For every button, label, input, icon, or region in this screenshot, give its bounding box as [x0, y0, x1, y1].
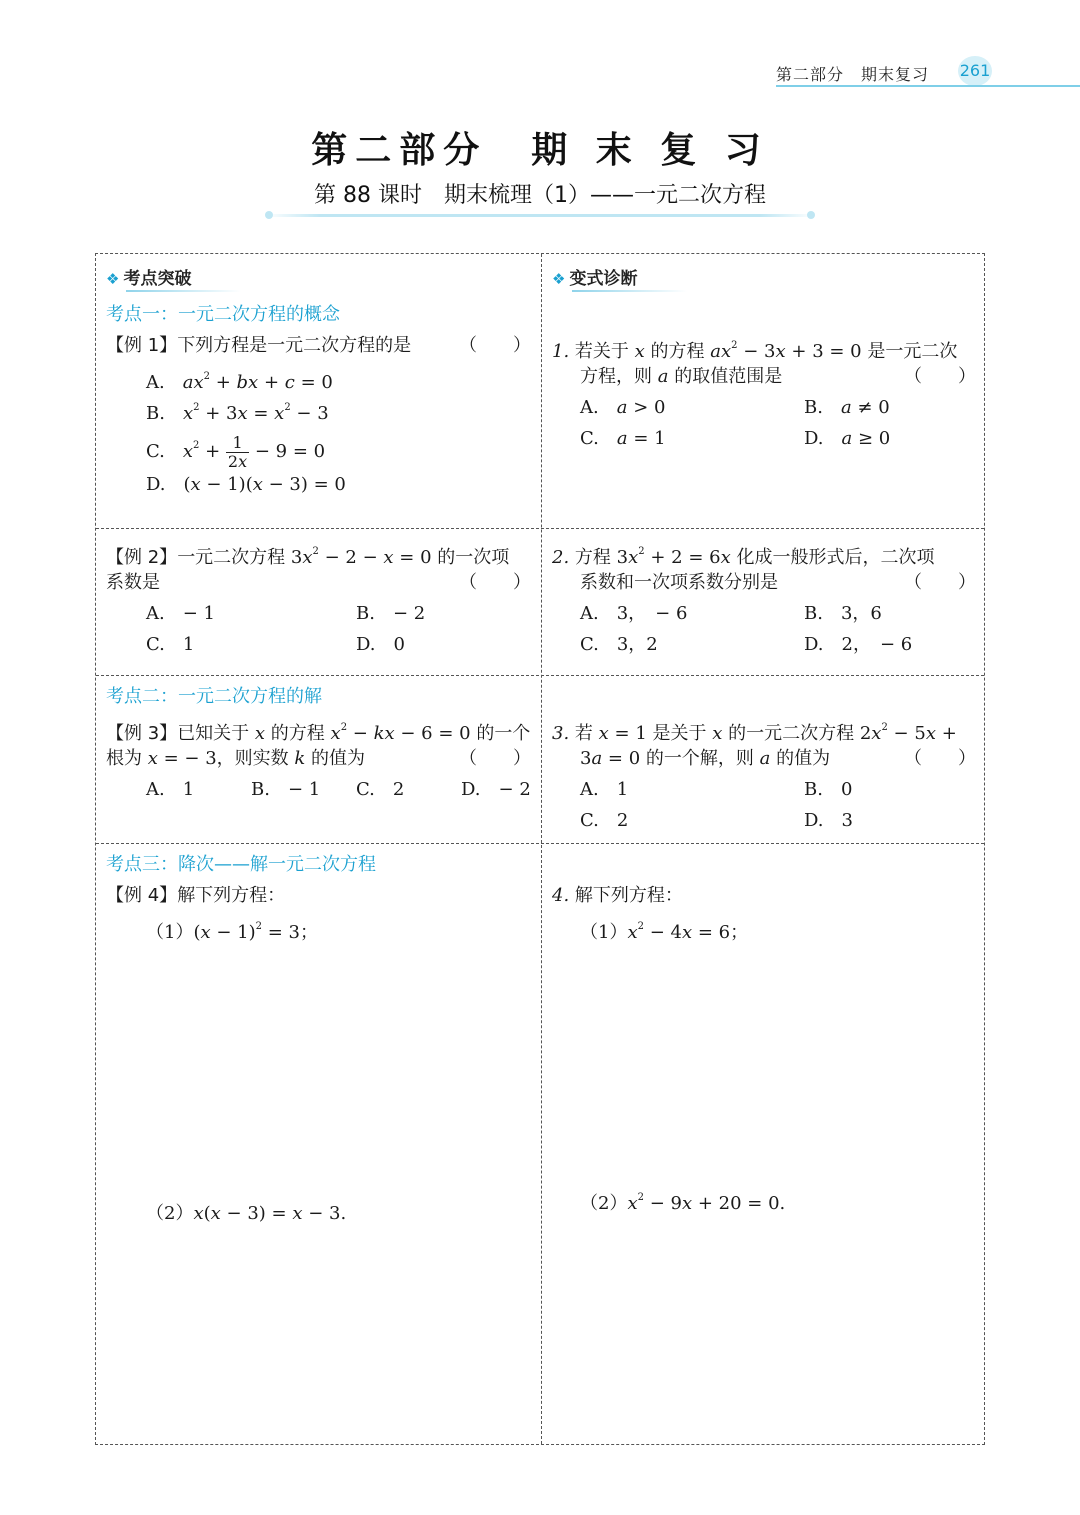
answer-space [552, 942, 976, 1182]
row-divider [96, 843, 984, 844]
exercise-4-part-1: $(1)x^2 - 4x = 6$； [580, 921, 749, 943]
example-3-cell [96, 682, 541, 805]
exercise-3-stem: 3. 若 x = 1 是关于 x 的一元二次方程 $2x^2 - 5x$ + [552, 722, 957, 744]
example-3-options: A. 1 B. − 1 C. 2 D. − 2 [146, 779, 531, 800]
exercise-1-cell [542, 254, 986, 454]
example-3-stem-line2: 根为 x = − 3，则实数 k 的值为 （ ） [106, 748, 531, 769]
example-1-stem: 【例 1】下列方程是一元二次方程的是 （ ） [106, 335, 531, 356]
diamond-icon: ❖ [552, 270, 566, 288]
example-2-options-ab: A. − 1 B. − 2 [146, 603, 426, 624]
exercise-grid [95, 253, 985, 1445]
exercise-1-options-cd: C. a = 1 D. a ≥ 0 [580, 428, 891, 449]
exercise-2-options-ab: A. 3， − 6 B. 3，6 [580, 603, 882, 624]
row-divider [96, 675, 984, 676]
exercise-2-stem: 2. 方程 $3x^2 + 2 = 6x$ 化成一般形式后，二次项 [552, 546, 935, 568]
knowledge-point-3: 考点三：降次——解一元二次方程 [106, 854, 376, 875]
diamond-icon: ❖ [106, 270, 120, 288]
page-title: 第二部分 期 末 复 习 [311, 129, 769, 171]
exercise-1-stem-line2: 方程，则 a 的取值范围是 （ ） [580, 366, 976, 387]
exercise-2-stem-line2: 系数和一次项系数分别是 （ ） [580, 572, 976, 593]
running-header-text: 第二部分 期末复习 [776, 65, 930, 84]
exercise-4-part-2: $(2)x^2 - 9x + 20 = 0$. [580, 1192, 786, 1214]
lesson-title: 第 88 课时 期末梳理（1）——一元二次方程 [314, 183, 766, 208]
exercise-1-options-ab: A. a > 0 B. a ≠ 0 [580, 397, 890, 418]
row-divider [96, 528, 984, 529]
section-heading-left: ❖ 考点突破 [106, 264, 211, 290]
knowledge-point-2: 考点二：一元二次方程的解 [106, 686, 322, 707]
example-1-option-c: C. $x^2$ + $\frac{1}{2x}$ − 9 = 0 [146, 432, 326, 471]
running-header [776, 56, 1080, 88]
example-4-stem: 【例 4】解下列方程： [106, 885, 286, 906]
answer-space [106, 942, 531, 1198]
exercise-4-cell [542, 850, 986, 1213]
title-underline [265, 214, 815, 217]
exercise-4-stem: 4. 解下列方程： [552, 885, 683, 906]
exercise-2-cell [542, 536, 986, 660]
example-2-stem: 【例 2】一元二次方程 $3x^2 - 2 - x = 0$ 的一次项 [106, 546, 510, 568]
page-number: 261 [958, 56, 992, 86]
exercise-3-options-cd: C. 2 D. 3 [580, 810, 853, 831]
example-1-cell [96, 254, 541, 500]
example-4-part-2: （2）x(x − 3) = x − 3. [146, 1203, 347, 1224]
example-1-option-b: B. $x^2 + 3x = x^2 - 3$ [146, 402, 329, 424]
example-2-options-cd: C. 1 D. 0 [146, 634, 405, 655]
exercise-2-options-cd: C. 3，2 D. 2， − 6 [580, 634, 913, 655]
example-2-cell [96, 536, 541, 660]
exercise-3-cell [542, 682, 986, 836]
example-2-stem-line2: 系数是 （ ） [106, 572, 531, 593]
exercise-1-stem: 1. 若关于 x 的方程 $ax^2 - 3x + 3 = 0$ 是一元二次 [552, 340, 958, 362]
exercise-3-options-ab: A. 1 B. 0 [580, 779, 853, 800]
knowledge-point-1: 考点一：一元二次方程的概念 [106, 304, 340, 325]
example-4-cell [96, 850, 541, 1229]
section-heading-right: ❖ 变式诊断 [552, 264, 657, 290]
example-1-option-d: D. (x − 1)(x − 3) = 0 [146, 474, 346, 495]
example-3-stem: 【例 3】已知关于 x 的方程 $x^2$ − kx − 6 = 0 的一个 [106, 722, 531, 744]
example-1-option-a: A. $ax^2$ + bx + c = 0 [146, 371, 333, 393]
exercise-3-stem-line2: 3a = 0 的一个解，则 a 的值为 （ ） [580, 748, 976, 769]
header-rule [776, 85, 1080, 87]
example-4-part-1: $(1)(x - 1)^2 = 3$； [146, 921, 318, 943]
